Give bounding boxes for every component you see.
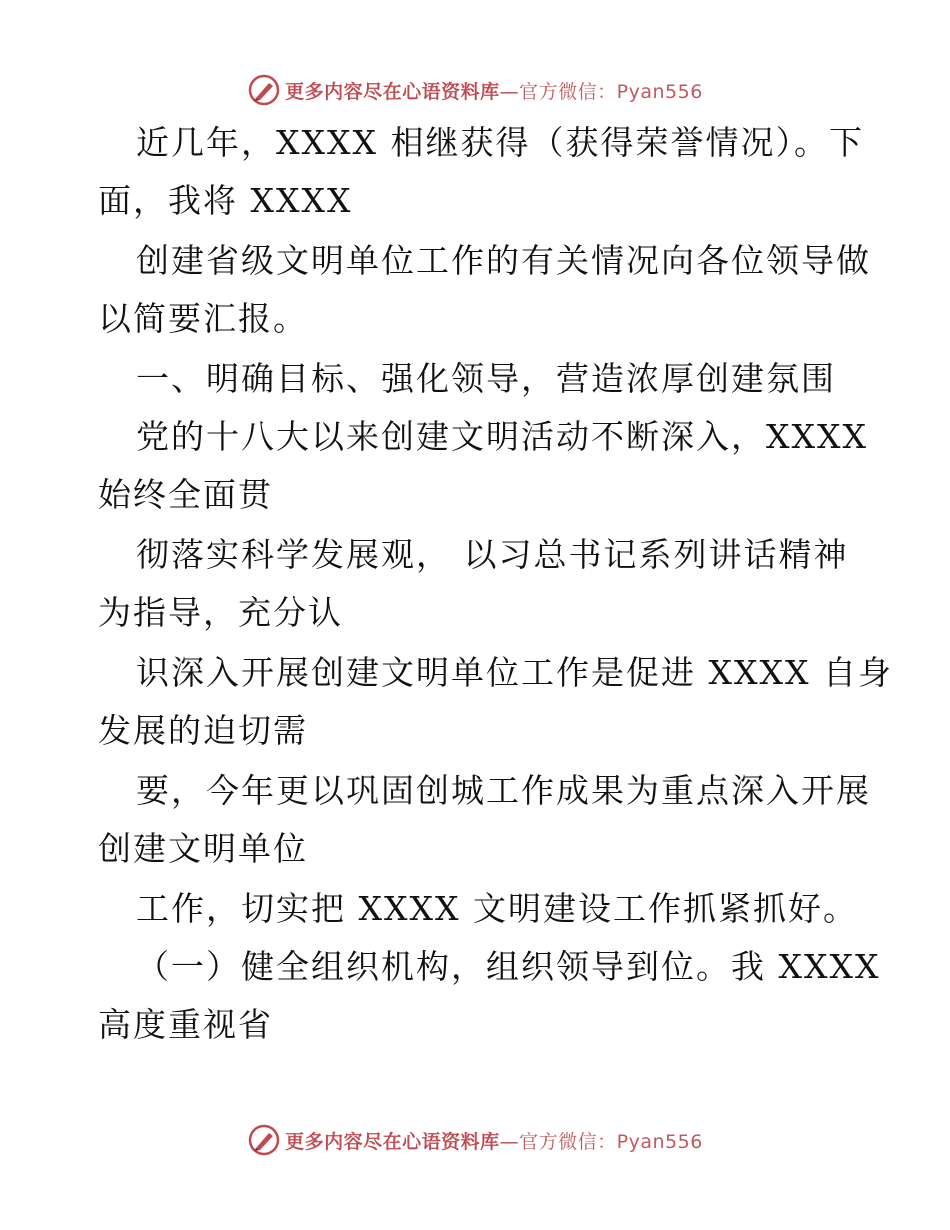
watermark-main: 更多内容尽在心语资料库 — [285, 80, 500, 103]
watermark-contact: 官方微信：Pyan556 — [519, 80, 703, 103]
watermark-main: 更多内容尽在心语资料库 — [285, 1130, 500, 1153]
watermark-dash: — — [499, 1130, 520, 1153]
watermark-contact: 官方微信：Pyan556 — [519, 1130, 703, 1153]
paragraph-line: 为指导，充分认 — [98, 593, 343, 632]
paragraph-line: 创建文明单位 — [98, 829, 308, 868]
paragraph-line: 高度重视省 — [98, 1005, 273, 1044]
paragraph-line: 工作，切实把 XXXX 文明建设工作抓紧抓好。 — [136, 889, 858, 928]
pen-logo-icon — [247, 1123, 281, 1157]
watermark-text — [285, 1127, 703, 1154]
paragraph-line: 要，今年更以巩固创城工作成果为重点深入开展 — [136, 771, 871, 810]
paragraph-line: 识深入开展创建文明单位工作是促进 XXXX 自身 — [136, 653, 893, 692]
paragraph-line: 发展的迫切需 — [98, 711, 308, 750]
watermark-text — [285, 77, 703, 104]
paragraph-line: 以简要汇报。 — [98, 299, 308, 338]
subsection-heading: （一）健全组织机构，组织领导到位。我 XXXX — [136, 947, 881, 986]
section-heading: 一、明确目标、强化领导，营造浓厚创建氛围 — [136, 359, 836, 398]
paragraph-line: 近几年，XXXX 相继获得（获得荣誉情况）。下 — [136, 123, 864, 162]
paragraph-line: 始终全面贯 — [98, 475, 273, 514]
watermark-dash: — — [499, 80, 520, 103]
paragraph-line: 面，我将 XXXX — [98, 181, 353, 220]
paragraph-line: 党的十八大以来创建文明活动不断深入，XXXX — [136, 417, 868, 456]
pen-logo-icon — [247, 73, 281, 107]
paragraph-line: 创建省级文明单位工作的有关情况向各位领导做 — [136, 241, 871, 280]
footer-watermark — [0, 1122, 950, 1158]
paragraph-line: 彻落实科学发展观， 以习总书记系列讲话精神 — [136, 535, 849, 574]
header-watermark — [0, 72, 950, 108]
